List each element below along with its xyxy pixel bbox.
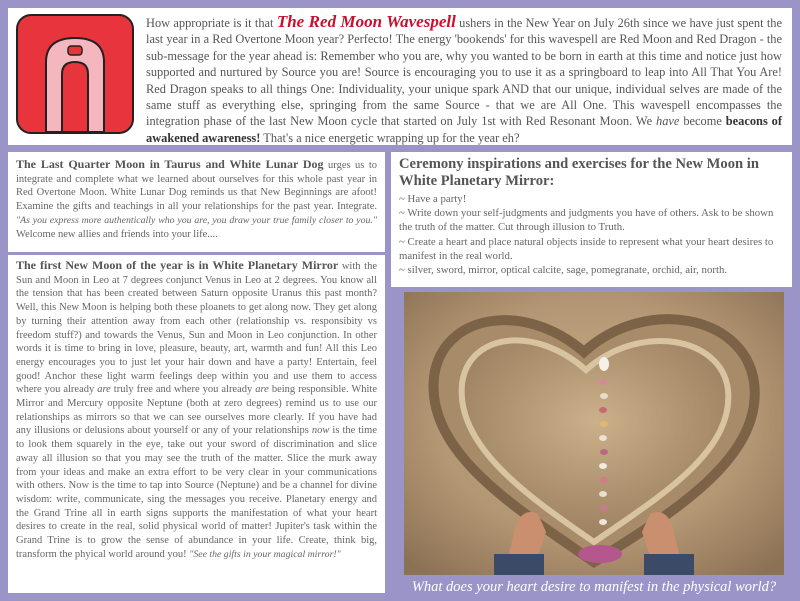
last-quarter-quote: "As you express more authentically who you are, you draw your true family closer to you." — [16, 214, 377, 226]
last-quarter-heading: The Last Quarter Moon in Taurus and White Lunar Dog — [16, 157, 324, 171]
new-moon-body-1: with the Sun and Moon in Leo at 7 degrees conjunct Venus in Leo at 2 degrees. You know all the tension that has been created between Saturn opposite Uranus this past month? Well, this New Moon is helping both these ploanets to get along now. They get along by turning their attention away from each other (relationship vs. responsibity vs freedom stuff?) and towards the Venus, Sun and Moon in Leo conjunction. In other words it is time to bring in love, pleasure, beauty, art, warmth and fun! All this Leo energy encourages you to just let your hair down and have a party! Entertain, feel good! Anchor these light warm feelings deep within you and use them to access where you already — [16, 261, 377, 396]
last-quarter-body: urges us to integrate and complete what we learned about ourselves for this whole past year in Red Overtone Moon. White Lunar Dog reminds us that New Beginnings are afoot! Examine the gifts and teachings in all your relationships for the past year. Integrate. — [16, 160, 377, 213]
photo-caption: What does your heart desire to manifest in the physical world? — [411, 579, 777, 595]
last-quarter-text — [16, 158, 377, 241]
new-moon-emphasis-1: are — [97, 384, 111, 396]
wavespell-title: The Red Moon Wavespell — [276, 12, 456, 31]
last-quarter-tail: Welcome new allies and friends into your life.... — [16, 228, 218, 240]
new-moon-panel — [8, 255, 385, 593]
new-moon-emphasis-2: are — [255, 384, 269, 396]
ceremony-list — [399, 192, 784, 277]
intro-lead: How appropriate is it that — [146, 16, 277, 30]
list-item: ~ Write down your self-judgments and judgments you have of others. Ask to be shown the truth of the matter. Cut through illusion to Truth. — [399, 207, 774, 234]
sand-heart-photo — [404, 292, 784, 575]
intro-bold: beacons of awakened awareness! — [146, 114, 782, 145]
new-moon-body-3: being responsible. White Mirror and Mercury opposite Neptune (both at zero degrees) remind us to use our relationships as mirrors so that we can see ourselves more clearly. If you have had any illusions or delusions about yourself or any of your relationships — [16, 384, 377, 437]
new-moon-heading: The first New Moon of the year is in White Planetary Mirror — [16, 258, 339, 272]
intro-panel — [8, 8, 792, 145]
intro-body-1: ushers in the New Year on July 26th since we have just spent the last year in a Red Overtone Moon year? Perfecto! The energy 'bookends' for this wavespell are Red Moon and Red Dragon - the sub-message for the year ahead is: Remember who you are, why you wanted to be born in earth at this time and notice just how supported and nurtured by Source you are! Source is encouraging you to use it as a springboard to leap into All That You Are! Red Dragon speaks to all things One: Individuality, your unique spark AND that our unique, individual selves are made of the same stuff as everything else, springing from the same Source - that we are All One. This wavespell encompasses the integration phase of the last New Moon cycle that started on July 1st with Red Resonant Moon. We — [146, 16, 783, 129]
new-moon-emphasis-3: now — [311, 425, 330, 437]
ceremony-panel — [391, 152, 792, 287]
red-moon-glyph-icon — [16, 14, 134, 134]
new-moon-body-4: is the time to look them squarely in the eye, take out your sword of discrimination and slice away all illusion so that you may see the truth of the matter. Slice the murk away from your ideas and make an extra effort to be very clear in your communications with others. Now is the time to tap into Source (Neptune) and be a channel for divine wisdom: write, communicate, sing the messages you receive. Planetary energy and the Grand Trine all in earth signs supports the manifestation of what your heart desires to create in the real, solid physical world of matter! Jupiter's task within the Grand Trine is to grow the sense of abundance in your life. Create, think big, transform the phyical world around you! — [16, 425, 377, 560]
new-moon-quote: "See the gifts in your magical mirror!" — [189, 548, 341, 560]
intro-emphasis: have — [656, 114, 680, 129]
new-moon-text — [16, 259, 377, 561]
new-moon-body-2: truly free and where you already — [110, 384, 256, 396]
intro-body-3: That's a nice energetic wrapping up for the year eh? — [260, 130, 520, 145]
list-item: ~ Create a heart and place natural objects inside to represent what your heart desires to manifest in the real world. — [399, 235, 774, 262]
list-item: ~ silver, sword, mirror, optical calcite, sage, pomegranate, orchid, air, north. — [399, 264, 728, 277]
ceremony-title: Ceremony inspirations and exercises for the New Moon in White Planetary Mirror: — [399, 156, 759, 189]
last-quarter-panel — [8, 152, 385, 252]
intro-body-2: become — [679, 114, 726, 129]
list-item: ~ Have a party! — [399, 193, 467, 205]
